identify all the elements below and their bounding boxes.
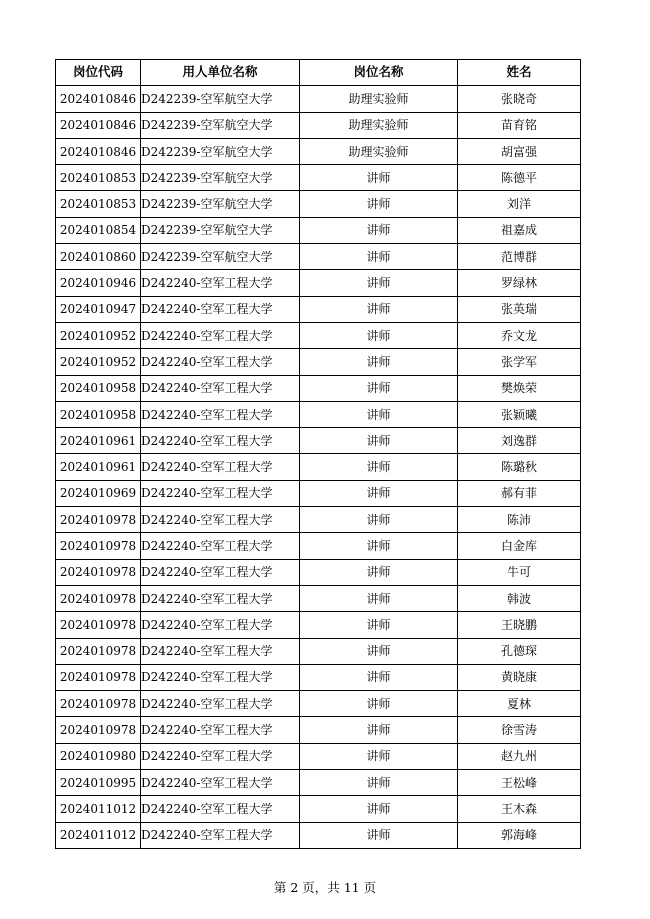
- table-body: [56, 86, 581, 849]
- table-row: [56, 191, 581, 217]
- cell-post-name: 讲师: [300, 217, 458, 243]
- cell-person-name: 张晓奇: [458, 86, 581, 112]
- roster-table: [55, 59, 581, 849]
- table-row: [56, 296, 581, 322]
- cell-employer-name: D242240-空军工程大学: [141, 717, 300, 743]
- cell-post-name: 讲师: [300, 428, 458, 454]
- cell-post-name: 助理实验师: [300, 86, 458, 112]
- cell-post-name: 助理实验师: [300, 112, 458, 138]
- cell-person-name: 刘逸群: [458, 428, 581, 454]
- cell-employer-name: D242240-空军工程大学: [141, 349, 300, 375]
- cell-employer-name: D242239-空军航空大学: [141, 138, 300, 164]
- cell-post-name: 讲师: [300, 454, 458, 480]
- cell-person-name: 牛可: [458, 559, 581, 585]
- cell-employer-name: D242239-空军航空大学: [141, 165, 300, 191]
- cell-employer-name: D242240-空军工程大学: [141, 454, 300, 480]
- cell-post-code: 2024010978: [56, 612, 141, 638]
- cell-person-name: 刘洋: [458, 191, 581, 217]
- table-row: [56, 664, 581, 690]
- header-post-code: 岗位代码: [56, 60, 141, 86]
- table-row: [56, 401, 581, 427]
- table-row: [56, 691, 581, 717]
- cell-post-code: 2024010946: [56, 270, 141, 296]
- cell-post-name: 讲师: [300, 638, 458, 664]
- table-row: [56, 559, 581, 585]
- cell-post-code: 2024011012: [56, 796, 141, 822]
- table-row: [56, 112, 581, 138]
- cell-post-code: 2024010846: [56, 86, 141, 112]
- cell-person-name: 黄晓康: [458, 664, 581, 690]
- cell-employer-name: D242239-空军航空大学: [141, 112, 300, 138]
- cell-employer-name: D242240-空军工程大学: [141, 770, 300, 796]
- cell-post-code: 2024010978: [56, 691, 141, 717]
- cell-post-code: 2024010853: [56, 165, 141, 191]
- table-row: [56, 638, 581, 664]
- cell-post-name: 讲师: [300, 770, 458, 796]
- header-post-name: 岗位名称: [300, 60, 458, 86]
- cell-person-name: 王松峰: [458, 770, 581, 796]
- cell-post-code: 2024010978: [56, 533, 141, 559]
- cell-person-name: 祖嘉成: [458, 217, 581, 243]
- cell-post-code: 2024010853: [56, 191, 141, 217]
- cell-post-name: 讲师: [300, 270, 458, 296]
- cell-post-name: 讲师: [300, 191, 458, 217]
- cell-post-name: 讲师: [300, 165, 458, 191]
- table-row: [56, 428, 581, 454]
- cell-post-code: 2024010952: [56, 349, 141, 375]
- cell-post-name: 讲师: [300, 244, 458, 270]
- cell-post-name: 助理实验师: [300, 138, 458, 164]
- table-row: [56, 165, 581, 191]
- cell-post-code: 2024010978: [56, 638, 141, 664]
- cell-employer-name: D242240-空军工程大学: [141, 638, 300, 664]
- cell-person-name: 郝有菲: [458, 480, 581, 506]
- cell-employer-name: D242240-空军工程大学: [141, 401, 300, 427]
- cell-post-name: 讲师: [300, 822, 458, 848]
- cell-post-name: 讲师: [300, 322, 458, 348]
- cell-post-name: 讲师: [300, 507, 458, 533]
- cell-post-code: 2024010980: [56, 743, 141, 769]
- cell-person-name: 孔德琛: [458, 638, 581, 664]
- cell-person-name: 徐雪涛: [458, 717, 581, 743]
- table-row: [56, 270, 581, 296]
- cell-employer-name: D242240-空军工程大学: [141, 533, 300, 559]
- cell-post-code: 2024011012: [56, 822, 141, 848]
- cell-post-code: 2024010978: [56, 585, 141, 611]
- cell-post-code: 2024010958: [56, 375, 141, 401]
- cell-post-code: 2024010978: [56, 507, 141, 533]
- cell-person-name: 陈德平: [458, 165, 581, 191]
- cell-post-name: 讲师: [300, 401, 458, 427]
- cell-post-name: 讲师: [300, 296, 458, 322]
- cell-employer-name: D242240-空军工程大学: [141, 375, 300, 401]
- table-row: [56, 770, 581, 796]
- cell-employer-name: D242240-空军工程大学: [141, 585, 300, 611]
- cell-person-name: 范博群: [458, 244, 581, 270]
- cell-post-name: 讲师: [300, 717, 458, 743]
- table-row: [56, 454, 581, 480]
- cell-employer-name: D242240-空军工程大学: [141, 507, 300, 533]
- cell-post-name: 讲师: [300, 349, 458, 375]
- cell-employer-name: D242240-空军工程大学: [141, 480, 300, 506]
- cell-employer-name: D242240-空军工程大学: [141, 796, 300, 822]
- cell-employer-name: D242240-空军工程大学: [141, 270, 300, 296]
- cell-person-name: 郭海峰: [458, 822, 581, 848]
- cell-person-name: 韩波: [458, 585, 581, 611]
- cell-post-name: 讲师: [300, 375, 458, 401]
- cell-employer-name: D242240-空军工程大学: [141, 322, 300, 348]
- cell-employer-name: D242240-空军工程大学: [141, 612, 300, 638]
- cell-post-code: 2024010978: [56, 717, 141, 743]
- cell-person-name: 王晓鹏: [458, 612, 581, 638]
- cell-employer-name: D242240-空军工程大学: [141, 691, 300, 717]
- cell-employer-name: D242240-空军工程大学: [141, 743, 300, 769]
- cell-person-name: 苗育铭: [458, 112, 581, 138]
- cell-person-name: 赵九州: [458, 743, 581, 769]
- cell-post-name: 讲师: [300, 691, 458, 717]
- cell-employer-name: D242240-空军工程大学: [141, 559, 300, 585]
- table-row: [56, 822, 581, 848]
- cell-post-name: 讲师: [300, 612, 458, 638]
- cell-employer-name: D242240-空军工程大学: [141, 428, 300, 454]
- cell-post-code: 2024010846: [56, 112, 141, 138]
- cell-post-code: 2024010952: [56, 322, 141, 348]
- cell-person-name: 白金库: [458, 533, 581, 559]
- table-row: [56, 796, 581, 822]
- header-row: [56, 60, 581, 86]
- cell-employer-name: D242239-空军航空大学: [141, 86, 300, 112]
- cell-employer-name: D242240-空军工程大学: [141, 822, 300, 848]
- cell-post-code: 2024010854: [56, 217, 141, 243]
- cell-employer-name: D242240-空军工程大学: [141, 664, 300, 690]
- cell-post-name: 讲师: [300, 480, 458, 506]
- cell-post-code: 2024010958: [56, 401, 141, 427]
- cell-employer-name: D242239-空军航空大学: [141, 217, 300, 243]
- cell-person-name: 罗绿林: [458, 270, 581, 296]
- table-row: [56, 244, 581, 270]
- cell-post-code: 2024010978: [56, 664, 141, 690]
- cell-person-name: 张学军: [458, 349, 581, 375]
- cell-person-name: 夏林: [458, 691, 581, 717]
- cell-person-name: 胡富强: [458, 138, 581, 164]
- cell-post-code: 2024010947: [56, 296, 141, 322]
- cell-post-code: 2024010961: [56, 428, 141, 454]
- cell-person-name: 樊焕荣: [458, 375, 581, 401]
- cell-post-code: 2024010860: [56, 244, 141, 270]
- table-row: [56, 612, 581, 638]
- header-person-name: 姓名: [458, 60, 581, 86]
- cell-person-name: 张颖曦: [458, 401, 581, 427]
- cell-post-name: 讲师: [300, 533, 458, 559]
- page-footer: 第 2 页，共 11 页: [273, 880, 377, 895]
- cell-person-name: 陈璐秋: [458, 454, 581, 480]
- cell-post-code: 2024010995: [56, 770, 141, 796]
- header-employer-name: 用人单位名称: [141, 60, 300, 86]
- cell-post-name: 讲师: [300, 585, 458, 611]
- cell-post-name: 讲师: [300, 743, 458, 769]
- table-row: [56, 717, 581, 743]
- cell-person-name: 王木森: [458, 796, 581, 822]
- cell-employer-name: D242239-空军航空大学: [141, 191, 300, 217]
- table-row: [56, 349, 581, 375]
- cell-person-name: 陈沛: [458, 507, 581, 533]
- cell-person-name: 张英瑞: [458, 296, 581, 322]
- table-row: [56, 743, 581, 769]
- table-row: [56, 86, 581, 112]
- cell-employer-name: D242240-空军工程大学: [141, 296, 300, 322]
- cell-post-code: 2024010969: [56, 480, 141, 506]
- cell-post-name: 讲师: [300, 796, 458, 822]
- cell-employer-name: D242239-空军航空大学: [141, 244, 300, 270]
- table-row: [56, 480, 581, 506]
- cell-person-name: 乔文龙: [458, 322, 581, 348]
- table-row: [56, 322, 581, 348]
- table-row: [56, 507, 581, 533]
- table-row: [56, 585, 581, 611]
- cell-post-name: 讲师: [300, 664, 458, 690]
- cell-post-code: 2024010978: [56, 559, 141, 585]
- cell-post-code: 2024010846: [56, 138, 141, 164]
- table-row: [56, 375, 581, 401]
- table-row: [56, 138, 581, 164]
- table-row: [56, 533, 581, 559]
- table-row: [56, 217, 581, 243]
- cell-post-name: 讲师: [300, 559, 458, 585]
- cell-post-code: 2024010961: [56, 454, 141, 480]
